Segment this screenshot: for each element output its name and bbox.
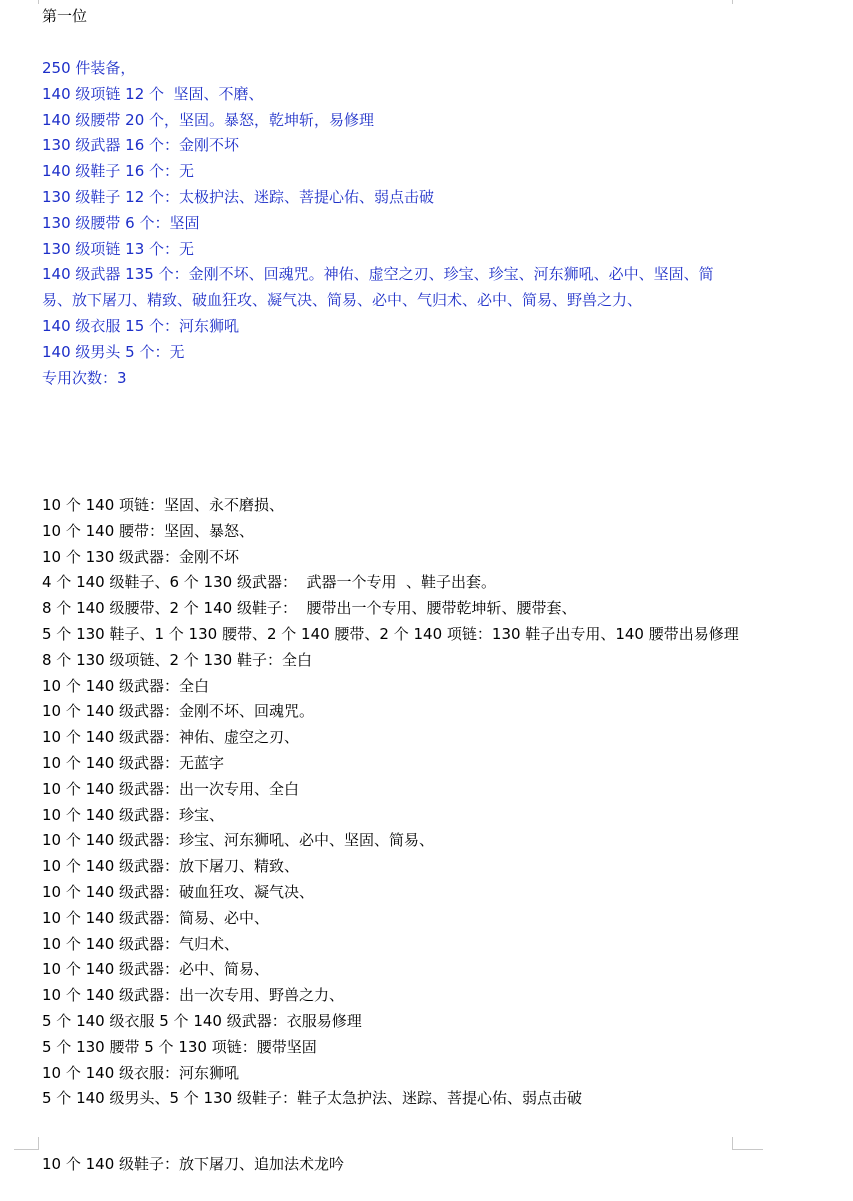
detail-line: 5 个 140 级男头、5 个 130 级鞋子：鞋子太急护法、迷踪、菩提心佑、弱点击破 (42, 1089, 582, 1108)
detail-line: 10 个 140 级武器：无蓝字 (42, 753, 225, 772)
detail-line: 10 个 140 级武器：出一次专用、全白 (42, 779, 300, 798)
detail-line: 10 个 140 项链：坚固、永不磨损、 (42, 496, 285, 514)
detail-line: 5 个 140 级衣服 5 个 140 级武器：衣服易修理 (42, 1011, 362, 1030)
blue-line: 140 级衣服 15 个：河东狮吼 (42, 316, 240, 335)
detail-line: 10 个 140 级武器：破血狂攻、凝气决、 (42, 882, 315, 901)
blue-line: 130 级项链 13 个：无 (42, 239, 195, 258)
black-detail-block (42, 493, 742, 1112)
blue-line: 专用次数：3 (42, 368, 127, 387)
detail-line: 10 个 140 级武器：简易、必中、 (42, 908, 270, 927)
page-corner-mark-top-left (14, 0, 39, 4)
blue-line: 130 级腰带 6 个：坚固 (42, 213, 200, 232)
blue-line: 130 级鞋子 12 个：太极护法、迷踪、菩提心佑、弱点击破 (42, 187, 435, 206)
detail-line: 10 个 140 级武器：全白 (42, 676, 210, 695)
detail-line: 10 个 140 级武器：出一次专用、野兽之力、 (42, 986, 345, 1005)
detail-line: 8 个 130 级项链、2 个 130 鞋子：全白 (42, 650, 312, 669)
detail-line: 5 个 130 鞋子、1 个 130 腰带、2 个 140 腰带、2 个 140 项链：130 鞋子出专用、140 腰带出易修理 (42, 624, 739, 643)
detail-line: 10 个 140 级武器：必中、简易、 (42, 960, 270, 979)
blue-line: 140 级腰带 20 个，坚固。暴怒，乾坤斩，易修理 (42, 110, 375, 129)
detail-line: 10 个 130 级武器：金刚不坏 (42, 547, 240, 566)
next-page-first-line: 10 个 140 级鞋子：放下屠刀、追加法术龙吟 (42, 1155, 345, 1173)
detail-line: 10 个 140 级武器：珍宝、 (42, 805, 225, 824)
detail-line: 10 个 140 级武器：放下屠刀、精致、 (42, 857, 300, 876)
detail-line: 10 个 140 级武器：神佑、虚空之刃、 (42, 728, 300, 747)
page-corner-mark-top-right (732, 0, 763, 4)
page-corner-mark-bottom-left (14, 1137, 39, 1150)
blue-line: 140 级项链 12 个 坚固、不磨、 (42, 84, 264, 103)
detail-line: 10 个 140 级武器：气归术、 (42, 934, 240, 953)
blue-line: 140 级武器 135 个：金刚不坏、回魂咒。神佑、虚空之刃、珍宝、珍宝、河东狮吼、必中、坚固、简易、放下屠刀、精致、破血狂攻、凝气决、简易、必中、气归术、必中、简易、野兽之力、 (42, 265, 714, 310)
detail-line: 4 个 140 级鞋子、6 个 130 级武器： 武器一个专用 、鞋子出套。 (42, 573, 497, 592)
blue-line: 250 件装备， (42, 59, 136, 77)
blue-line: 140 级鞋子 16 个：无 (42, 162, 195, 181)
blue-summary-block (42, 56, 742, 391)
page-heading: 第一位 (42, 7, 88, 25)
blue-line: 130 级武器 16 个：金刚不坏 (42, 136, 240, 155)
detail-line: 10 个 140 腰带：坚固、暴怒、 (42, 521, 255, 540)
detail-line: 8 个 140 级腰带、2 个 140 级鞋子： 腰带出一个专用、腰带乾坤斩、腰带套、 (42, 599, 577, 618)
detail-line: 10 个 140 级武器：金刚不坏、回魂咒。 (42, 702, 315, 721)
page-corner-mark-bottom-right (732, 1137, 763, 1150)
detail-line: 5 个 130 腰带 5 个 130 项链：腰带坚固 (42, 1037, 317, 1056)
detail-line: 10 个 140 级武器：珍宝、河东狮吼、必中、坚固、简易、 (42, 831, 435, 850)
detail-line: 10 个 140 级衣服：河东狮吼 (42, 1063, 240, 1082)
blue-line: 140 级男头 5 个：无 (42, 342, 185, 361)
